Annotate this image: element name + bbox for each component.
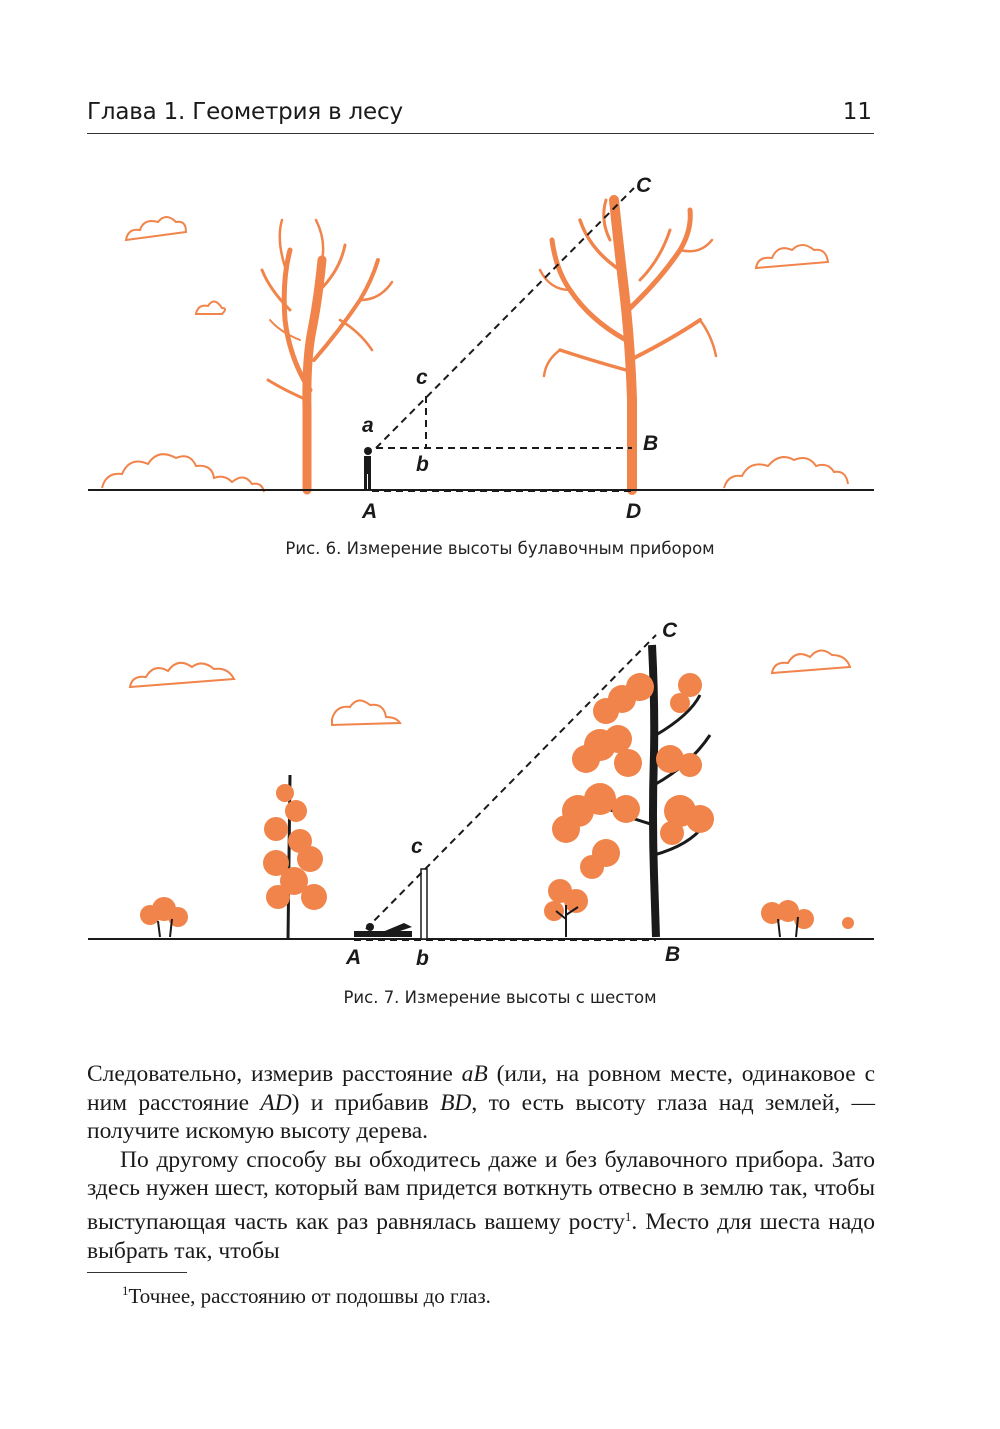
label-A: A [362, 500, 378, 523]
math-aB: aB [461, 1061, 488, 1087]
observer-figure [364, 447, 372, 489]
young-tree [263, 775, 327, 940]
bush-left [102, 454, 264, 492]
math-AD: AD [260, 1089, 292, 1116]
footnote-mark: 1 [122, 1283, 129, 1298]
label-c: c [416, 366, 428, 389]
label-c: c [411, 835, 423, 858]
construction-lines [372, 188, 634, 491]
cloud-icon [126, 217, 828, 314]
lying-observer [354, 923, 412, 937]
footnote-reference[interactable]: 1 [624, 1208, 632, 1224]
label-b: b [416, 947, 429, 970]
figure-7-caption: Рис. 7. Измерение высоты с шестом [343, 988, 657, 1007]
bush-left [140, 897, 188, 937]
running-head [87, 97, 874, 134]
paragraph-1-text: (или, на ровном месте, одинаковое с ним расстояние [87, 1061, 875, 1116]
figure-6-illustration [0, 160, 1000, 530]
left-tree [262, 220, 392, 490]
small-tree [544, 879, 588, 937]
label-A: A [346, 946, 362, 969]
label-C: C [662, 619, 678, 642]
paragraph-2-text: По другому способу вы обходитесь даже и без булавочного прибора. Зато здесь нужен шест, который вам придется воткнуть отвесно в землю так, чтобы выступающая часть как раз равнялась вашему росту [87, 1146, 875, 1235]
footnote-rule [87, 1272, 187, 1273]
bush-right [724, 457, 848, 488]
paragraph-2-text: . Место для шеста надо выбрать так, чтобы [87, 1208, 875, 1264]
paragraph-2 [87, 1146, 875, 1265]
cloud-icon [130, 650, 850, 725]
chapter-title: Глава 1. Геометрия в лесу [87, 99, 403, 125]
label-B: B [643, 432, 659, 455]
paragraph-1 [87, 1060, 875, 1146]
label-C: C [636, 174, 652, 197]
paragraph-1-text: Следовательно, измерив расстояние [87, 1061, 462, 1087]
footnote [122, 1283, 491, 1309]
label-b: b [416, 453, 429, 476]
figure-6-caption: Рис. 6. Измерение высоты булавочным прибором [285, 539, 715, 558]
figure-7-illustration [0, 615, 1000, 975]
math-BD: BD [440, 1089, 472, 1116]
pole [421, 869, 427, 939]
paragraph-1-text: ) и прибавив [291, 1089, 441, 1116]
label-a: a [362, 414, 374, 437]
paragraph-1-text: , то есть высоту глаза над землей, — получите искомую высоту дерева. [87, 1089, 875, 1145]
label-B: B [665, 943, 681, 966]
page-number: 11 [842, 99, 872, 125]
bush-right [761, 900, 854, 937]
right-tree [540, 200, 716, 490]
label-D: D [626, 500, 642, 523]
body-text [87, 1060, 875, 1265]
footnote-text: Точнее, расстоянию от подошвы до глаз. [128, 1284, 491, 1308]
